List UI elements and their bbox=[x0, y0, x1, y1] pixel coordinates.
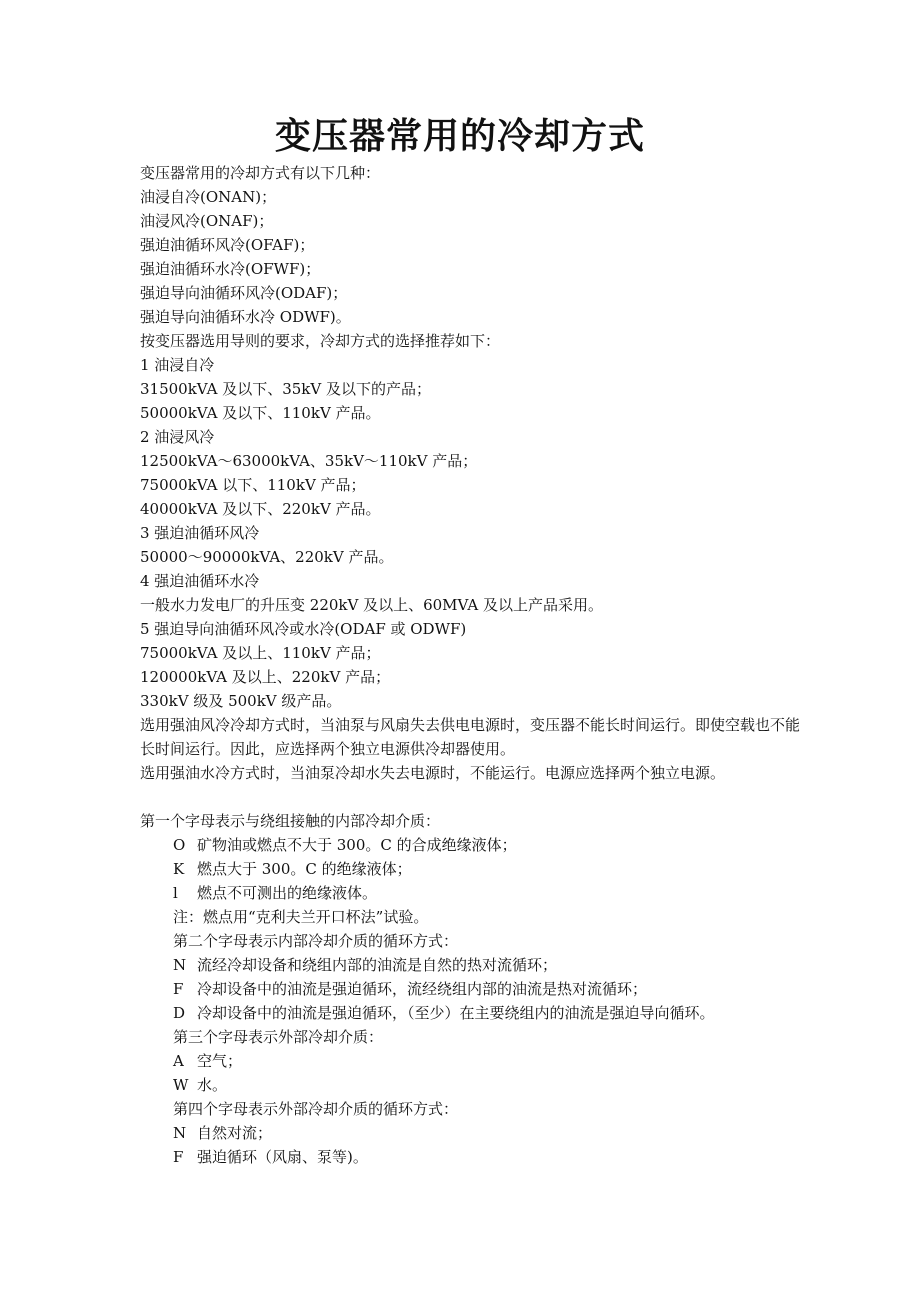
recommendation-item: 一般水力发电厂的升压变 220kV 及以上、60MVA 及以上产品采用。 bbox=[140, 596, 603, 614]
note-forced-water: 选用强油水冷方式时，当油泵冷却水失去电源时，不能运行。电源应选择两个独立电源。 bbox=[140, 764, 726, 782]
method-item: 强迫导向油循环水冷 ODWF)。 bbox=[140, 308, 351, 326]
letter-1-heading: 第一个字母表示与绕组接触的内部冷却介质： bbox=[140, 812, 441, 830]
intro-line: 变压器常用的冷却方式有以下几种： bbox=[140, 164, 381, 182]
guide-intro: 按变压器选用导则的要求，冷却方式的选择推荐如下： bbox=[140, 332, 501, 350]
recommendation-heading: 4 强迫油循环水冷 bbox=[140, 572, 260, 590]
code-text: 燃点大于 300。C 的绝缘液体； bbox=[197, 860, 412, 878]
code-item bbox=[140, 1001, 800, 1025]
letter-1-note: 注：燃点用“克利夫兰开口杯法”试验。 bbox=[173, 908, 429, 926]
recommendation-heading: 3 强迫油循环风冷 bbox=[140, 524, 260, 542]
recommendation-heading: 5 强迫导向油循环风冷或水冷(ODAF 或 ODWF) bbox=[140, 620, 467, 638]
code-text: 矿物油或燃点不大于 300。C 的合成绝缘液体； bbox=[197, 836, 517, 854]
letter-4-heading: 第四个字母表示外部冷却介质的循环方式： bbox=[173, 1100, 459, 1118]
code-text: 燃点不可测出的绝缘液体。 bbox=[197, 884, 378, 902]
recommendation-item: 120000kVA 及以上、220kV 产品； bbox=[140, 668, 391, 686]
code-letter: N bbox=[173, 1124, 187, 1142]
recommendation-item: 50000～90000kVA、220kV 产品。 bbox=[140, 548, 394, 566]
code-item bbox=[140, 1145, 800, 1169]
document-body bbox=[140, 161, 800, 1169]
code-letter: W bbox=[173, 1076, 189, 1094]
code-item bbox=[140, 953, 800, 977]
code-letter: K bbox=[173, 860, 185, 878]
letter-3-heading: 第三个字母表示外部冷却介质： bbox=[173, 1028, 384, 1046]
recommendation-item: 75000kVA 以下、110kV 产品； bbox=[140, 476, 366, 494]
code-item bbox=[140, 857, 800, 881]
recommendation-item: 50000kVA 及以下、110kV 产品。 bbox=[140, 404, 381, 422]
code-item bbox=[140, 1073, 800, 1097]
document-title: 变压器常用的冷却方式 bbox=[274, 116, 645, 157]
code-item bbox=[140, 1049, 800, 1073]
code-letter: O bbox=[173, 836, 186, 854]
recommendation-item: 12500kVA～63000kVA、35kV～110kV 产品； bbox=[140, 452, 478, 470]
method-item: 强迫导向油循环风冷(ODAF)； bbox=[140, 284, 348, 302]
code-letter: F bbox=[173, 980, 184, 998]
paragraph-gap bbox=[140, 785, 800, 809]
code-item bbox=[140, 1121, 800, 1145]
recommendation-item: 31500kVA 及以下、35kV 及以下的产品； bbox=[140, 380, 431, 398]
code-letter: D bbox=[173, 1004, 186, 1022]
code-text: 流经冷却设备和绕组内部的油流是自然的热对流循环； bbox=[197, 956, 558, 974]
code-letter: l bbox=[173, 884, 178, 902]
code-letter: A bbox=[173, 1052, 184, 1070]
recommendation-heading: 2 油浸风冷 bbox=[140, 428, 215, 446]
code-letter: N bbox=[173, 956, 187, 974]
letter-2-heading: 第二个字母表示内部冷却介质的循环方式： bbox=[173, 932, 459, 950]
code-item bbox=[140, 977, 800, 1001]
recommendation-item: 75000kVA 及以上、110kV 产品； bbox=[140, 644, 381, 662]
code-text: 冷却设备中的油流是强迫循环，（至少）在主要绕组内的油流是强迫导向循环。 bbox=[197, 1004, 715, 1022]
code-text: 强迫循环（风扇、泵等)。 bbox=[197, 1148, 368, 1166]
code-text: 冷却设备中的油流是强迫循环，流经绕组内部的油流是热对流循环； bbox=[197, 980, 648, 998]
code-text: 自然对流； bbox=[197, 1124, 273, 1142]
code-letter: F bbox=[173, 1148, 184, 1166]
method-item: 强迫油循环水冷(OFWF)； bbox=[140, 260, 321, 278]
code-text: 空气； bbox=[197, 1052, 243, 1070]
code-item bbox=[140, 881, 800, 905]
note-forced-air: 选用强油风冷冷却方式时，当油泵与风扇失去供电电源时，变压器不能长时间运行。即使空载也不能长时间运行。因此，应选择两个独立电源供冷却器使用。 bbox=[140, 716, 801, 758]
recommendation-heading: 1 油浸自冷 bbox=[140, 356, 215, 374]
recommendation-item: 40000kVA 及以下、220kV 产品。 bbox=[140, 500, 381, 518]
method-item: 油浸风冷(ONAF)； bbox=[140, 212, 274, 230]
code-text: 水。 bbox=[197, 1076, 228, 1094]
code-item bbox=[140, 833, 800, 857]
recommendation-item: 330kV 级及 500kV 级产品。 bbox=[140, 692, 342, 710]
method-item: 强迫油循环风冷(OFAF)； bbox=[140, 236, 315, 254]
method-item: 油浸自冷(ONAN)； bbox=[140, 188, 277, 206]
